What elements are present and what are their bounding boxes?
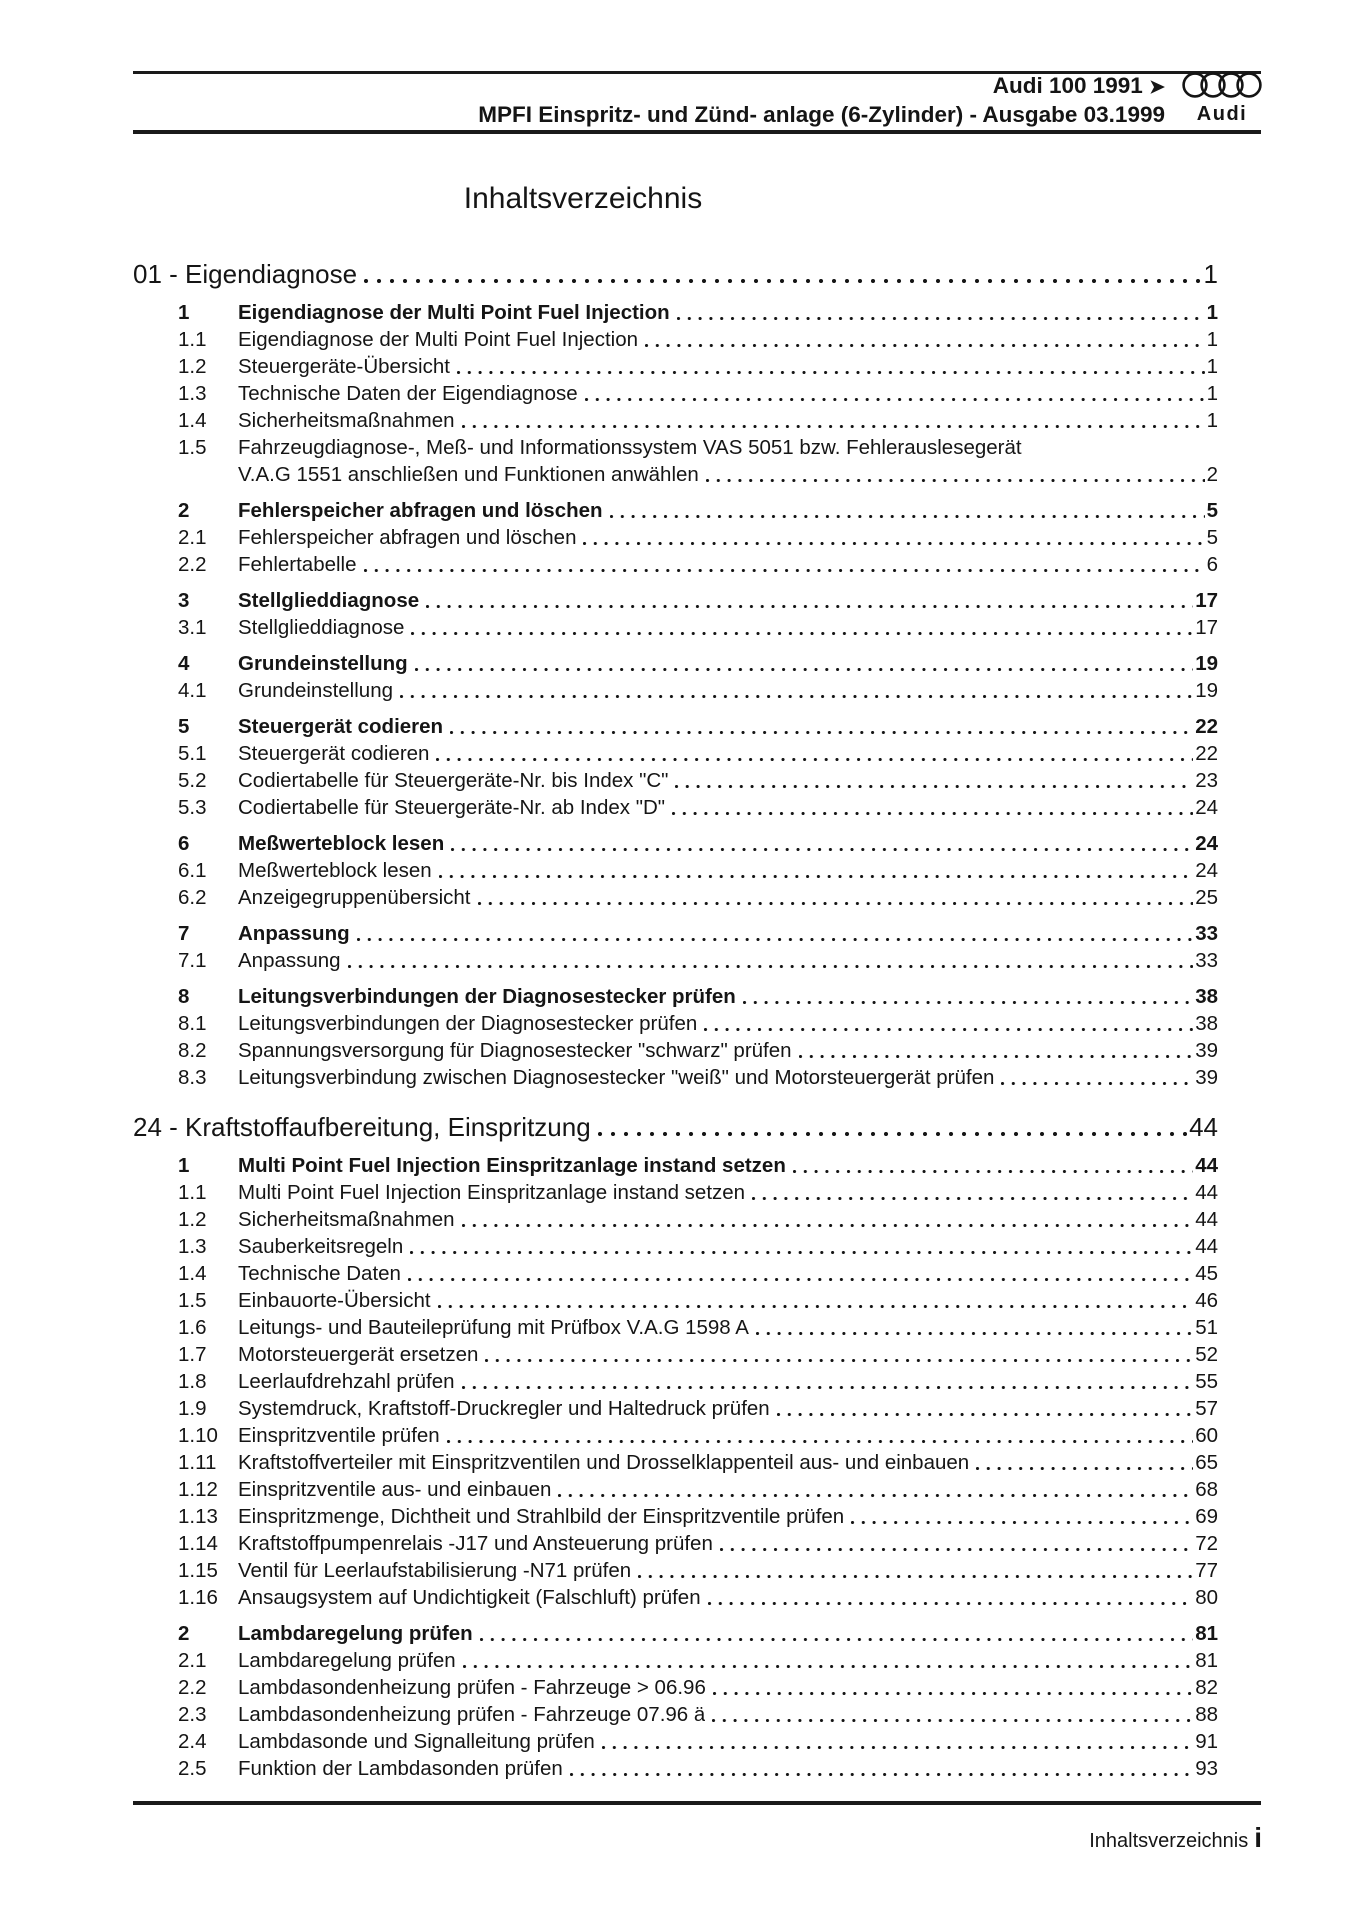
- toc-chapter-row: [133, 1111, 1218, 1143]
- toc-entry-title: Sauberkeitsregeln: [238, 1235, 404, 1258]
- dot-leader: [598, 1111, 1187, 1143]
- toc-entry-row: [133, 1152, 1218, 1179]
- dot-leader: [451, 830, 1193, 857]
- toc-entry-number: 1.5: [178, 436, 207, 459]
- toc-entry-title: Leerlaufdrehzahl prüfen: [238, 1370, 455, 1393]
- toc-entry-number: 1.3: [178, 382, 207, 405]
- table-of-contents: [133, 258, 1218, 1782]
- toc-entry-title: Fahrzeugdiagnose-, Meß- und Informationssystem VAS 5051 bzw. Fehlerauslesegerät: [238, 436, 1022, 459]
- dot-leader: [672, 794, 1193, 821]
- toc-entry-page: 1: [1206, 382, 1218, 405]
- arrow-right-icon: ➤: [1149, 77, 1165, 98]
- toc-entry-number: 8: [178, 985, 190, 1008]
- toc-entry-title: Ventil für Leerlaufstabilisierung -N71 prüfen: [238, 1559, 632, 1582]
- toc-entry-page: 51: [1195, 1316, 1218, 1339]
- dot-leader: [462, 1206, 1194, 1233]
- toc-entry-row: [133, 434, 1218, 461]
- toc-entry-number: 4: [178, 652, 190, 675]
- toc-entry-number: 4.1: [178, 679, 207, 702]
- toc-entry-title: Kraftstoffverteiler mit Einspritzventilen und Drosselklappenteil aus- und einbauen: [238, 1451, 970, 1474]
- toc-entry-row: [133, 1530, 1218, 1557]
- toc-entry-row: [133, 614, 1218, 641]
- toc-entry-page: 55: [1195, 1370, 1218, 1393]
- toc-entry-page: 38: [1195, 985, 1218, 1008]
- toc-entry-page: 69: [1195, 1505, 1218, 1528]
- toc-entry-page: 57: [1195, 1397, 1218, 1420]
- dot-leader: [585, 380, 1205, 407]
- page-title: Inhaltsverzeichnis: [463, 182, 703, 215]
- toc-entry-title: Einspritzventile prüfen: [238, 1424, 440, 1447]
- toc-entry-title: Anpassung: [238, 922, 350, 945]
- toc-entry-row: [133, 1584, 1218, 1611]
- dot-leader: [400, 677, 1193, 704]
- dot-leader: [704, 1010, 1193, 1037]
- toc-entry-number: 1.1: [178, 328, 207, 351]
- toc-entry-title: Stellglieddiagnose: [238, 616, 405, 639]
- header-rule: [133, 130, 1261, 134]
- toc-entry-row: [133, 1674, 1218, 1701]
- toc-entry-title: Codiertabelle für Steuergeräte-Nr. ab Index "D": [238, 796, 666, 819]
- toc-entry-title: Technische Daten der Eigendiagnose: [238, 382, 578, 405]
- toc-entry-number: 1.2: [178, 355, 207, 378]
- toc-entry-number: 1.4: [178, 409, 207, 432]
- toc-entry-number: 8.2: [178, 1039, 207, 1062]
- dot-leader: [675, 767, 1193, 794]
- dot-leader: [752, 1179, 1193, 1206]
- toc-chapter-row: [133, 258, 1218, 290]
- dot-leader: [583, 524, 1204, 551]
- toc-entry-number: 2.2: [178, 1676, 207, 1699]
- toc-entry-number: 8.1: [178, 1012, 207, 1035]
- toc-entry-page: 82: [1195, 1676, 1218, 1699]
- dot-leader: [638, 1557, 1193, 1584]
- dot-leader: [447, 1422, 1194, 1449]
- toc-chapter-title: 01 - Eigendiagnose: [133, 259, 358, 289]
- toc-entry-title: Leitungsverbindungen der Diagnosestecker prüfen: [238, 985, 736, 1008]
- toc-entry-page: 33: [1195, 949, 1218, 972]
- toc-entry-title: Fehlerspeicher abfragen und löschen: [238, 499, 603, 522]
- toc-entry-row: [133, 1037, 1218, 1064]
- toc-entry-title: Funktion der Lambdasonden prüfen: [238, 1757, 563, 1780]
- dot-leader: [462, 407, 1205, 434]
- toc-entry-page: 52: [1195, 1343, 1218, 1366]
- toc-entry-number: 7.1: [178, 949, 207, 972]
- dot-leader: [480, 1620, 1194, 1647]
- dot-leader: [570, 1755, 1193, 1782]
- toc-entry-page: 5: [1206, 526, 1218, 549]
- toc-entry-row: [133, 1260, 1218, 1287]
- toc-entry-row: [133, 353, 1218, 380]
- toc-entry-number: 6.1: [178, 859, 207, 882]
- toc-entry-number: 1.1: [178, 1181, 207, 1204]
- toc-entry-page: 65: [1195, 1451, 1218, 1474]
- toc-entry-title: Einspritzmenge, Dichtheit und Strahlbild der Einspritzventile prüfen: [238, 1505, 845, 1528]
- toc-entry-page: 44: [1195, 1208, 1218, 1231]
- toc-entry-row: [133, 1287, 1218, 1314]
- toc-entry-page: 19: [1195, 652, 1218, 675]
- toc-entry-number: 1.4: [178, 1262, 207, 1285]
- toc-entry-row: [133, 1064, 1218, 1091]
- dot-leader: [756, 1314, 1193, 1341]
- dot-leader: [645, 326, 1205, 353]
- toc-entry-number: 6.2: [178, 886, 207, 909]
- dot-leader: [485, 1341, 1193, 1368]
- audi-rings-icon: [1182, 70, 1262, 102]
- toc-entry-title: Anzeigegruppenübersicht: [238, 886, 471, 909]
- toc-entry-title: Lambdaregelung prüfen: [238, 1649, 456, 1672]
- toc-entry-title: Anpassung: [238, 949, 341, 972]
- toc-entry-row: [133, 497, 1218, 524]
- dot-leader: [706, 461, 1205, 488]
- toc-entry-row: [133, 1557, 1218, 1584]
- toc-entry-number: 2.1: [178, 1649, 207, 1672]
- toc-entry-number: 1: [178, 301, 190, 324]
- header-model-line: [478, 72, 1165, 101]
- toc-entry-number: 1.6: [178, 1316, 207, 1339]
- toc-entry-row: [133, 1422, 1218, 1449]
- toc-entry-title: Leitungs- und Bauteileprüfung mit Prüfbox V.A.G 1598 A: [238, 1316, 749, 1339]
- toc-entry-page: 24: [1195, 796, 1218, 819]
- toc-entry-page: 39: [1195, 1039, 1218, 1062]
- dot-leader: [713, 1674, 1193, 1701]
- dot-leader: [708, 1584, 1194, 1611]
- audi-logo: [1182, 70, 1262, 126]
- dot-leader: [712, 1701, 1193, 1728]
- toc-entry-row: [133, 677, 1218, 704]
- toc-entry-title: V.A.G 1551 anschließen und Funktionen anwählen: [238, 463, 699, 486]
- toc-entry-title: Spannungsversorgung für Diagnosestecker "schwarz" prüfen: [238, 1039, 792, 1062]
- dot-leader: [1001, 1064, 1193, 1091]
- toc-entry-page: 6: [1206, 553, 1218, 576]
- toc-entry-title: Lambdasondenheizung prüfen - Fahrzeuge 07.96 ä: [238, 1703, 706, 1726]
- toc-entry-title: Meßwerteblock lesen: [238, 859, 432, 882]
- toc-entry-page: 5: [1206, 499, 1218, 522]
- toc-entry-number: 2: [178, 1622, 190, 1645]
- dot-leader: [851, 1503, 1193, 1530]
- toc-entry-row: [133, 794, 1218, 821]
- toc-entry-row: [133, 299, 1218, 326]
- toc-entry-row: [133, 1341, 1218, 1368]
- toc-entry-title: Sicherheitsmaßnahmen: [238, 409, 455, 432]
- toc-entry-number: 2.2: [178, 553, 207, 576]
- toc-entry-title: Grundeinstellung: [238, 652, 408, 675]
- dot-leader: [426, 587, 1193, 614]
- toc-entry-row: [133, 1503, 1218, 1530]
- toc-entry-page: 91: [1195, 1730, 1218, 1753]
- toc-entry-row: [133, 947, 1218, 974]
- toc-entry-page: 39: [1195, 1066, 1218, 1089]
- dot-leader: [357, 920, 1194, 947]
- toc-entry-number: 1.5: [178, 1289, 207, 1312]
- toc-entry-page: 44: [1195, 1181, 1218, 1204]
- toc-entry-number: 6: [178, 832, 190, 855]
- dot-leader: [793, 1152, 1193, 1179]
- toc-entry-page: 44: [1195, 1235, 1218, 1258]
- dot-leader: [558, 1476, 1193, 1503]
- toc-entry-number: 1.16: [178, 1586, 218, 1609]
- toc-entry-row: [133, 713, 1218, 740]
- toc-entry-number: 1.2: [178, 1208, 207, 1231]
- toc-entry-number: 2.5: [178, 1757, 207, 1780]
- toc-entry-number: 1.10: [178, 1424, 218, 1447]
- toc-entry-page: 19: [1195, 679, 1218, 702]
- dot-leader: [450, 713, 1193, 740]
- toc-entry-number: 5.3: [178, 796, 207, 819]
- toc-entry-row: [133, 524, 1218, 551]
- toc-entry-number: 1.12: [178, 1478, 218, 1501]
- toc-entry-number: 8.3: [178, 1066, 207, 1089]
- toc-entry-page: 1: [1206, 301, 1218, 324]
- dot-leader: [410, 1233, 1193, 1260]
- toc-entry-title: Stellglieddiagnose: [238, 589, 420, 612]
- toc-entry-row: [133, 884, 1218, 911]
- toc-entry-page: 1: [1206, 328, 1218, 351]
- toc-entry-row: [133, 767, 1218, 794]
- header-text: [478, 72, 1165, 128]
- toc-entry-row: [133, 1179, 1218, 1206]
- toc-entry-row: [133, 920, 1218, 947]
- toc-entry-title: Steuergeräte-Übersicht: [238, 355, 450, 378]
- toc-entry-page: 1: [1206, 355, 1218, 378]
- toc-entry-row: [133, 983, 1218, 1010]
- toc-entry-page: 72: [1195, 1532, 1218, 1555]
- toc-entry-number: 1.9: [178, 1397, 207, 1420]
- toc-entry-title: Multi Point Fuel Injection Einspritzanlage instand setzen: [238, 1181, 746, 1204]
- toc-entry-title: Motorsteuergerät ersetzen: [238, 1343, 479, 1366]
- toc-entry-row: [133, 407, 1218, 434]
- toc-entry-title: Fehlertabelle: [238, 553, 357, 576]
- toc-entry-row: [133, 1620, 1218, 1647]
- audi-wordmark: Audi: [1196, 103, 1248, 125]
- toc-entry-row: [133, 830, 1218, 857]
- toc-entry-number: 1.15: [178, 1559, 218, 1582]
- toc-entry-page: 1: [1206, 409, 1218, 432]
- toc-entry-title: Lambdaregelung prüfen: [238, 1622, 473, 1645]
- dot-leader: [408, 1260, 1193, 1287]
- toc-entry-page: 23: [1195, 769, 1218, 792]
- toc-entry-number: 7: [178, 922, 190, 945]
- toc-entry-row: [133, 1449, 1218, 1476]
- toc-entry-number: 2: [178, 499, 190, 522]
- dot-leader: [799, 1037, 1194, 1064]
- toc-entry-page: 77: [1195, 1559, 1218, 1582]
- toc-entry-page: 68: [1195, 1478, 1218, 1501]
- toc-entry-number: 1.13: [178, 1505, 218, 1528]
- dot-leader: [610, 497, 1205, 524]
- footer-rule: [133, 1801, 1261, 1805]
- dot-leader: [436, 740, 1193, 767]
- toc-entry-row: [133, 857, 1218, 884]
- toc-entry-title: Leitungsverbindung zwischen Diagnosestecker "weiß" und Motorsteuergerät prüfen: [238, 1066, 995, 1089]
- toc-entry-title: Einbauorte-Übersicht: [238, 1289, 431, 1312]
- toc-entry-number: 3: [178, 589, 190, 612]
- toc-entry-row: [133, 1755, 1218, 1782]
- toc-entry-number: 1.14: [178, 1532, 218, 1555]
- toc-entry-number: 5.2: [178, 769, 207, 792]
- toc-entry-number: 1: [178, 1154, 190, 1177]
- toc-entry-title: Leitungsverbindungen der Diagnosestecker prüfen: [238, 1012, 698, 1035]
- toc-chapter-page: 1: [1203, 259, 1218, 289]
- dot-leader: [720, 1530, 1193, 1557]
- footer-page-number: i: [1254, 1822, 1262, 1853]
- dot-leader: [463, 1647, 1193, 1674]
- toc-entry-title: Eigendiagnose der Multi Point Fuel Injection: [238, 301, 670, 324]
- dot-leader: [976, 1449, 1193, 1476]
- dot-leader: [462, 1368, 1194, 1395]
- toc-entry-title: Systemdruck, Kraftstoff-Druckregler und Haltedruck prüfen: [238, 1397, 770, 1420]
- toc-entry-number: 1.8: [178, 1370, 207, 1393]
- toc-entry-number: 1.3: [178, 1235, 207, 1258]
- toc-entry-row: [133, 1701, 1218, 1728]
- toc-entry-number: 5.1: [178, 742, 207, 765]
- toc-entry-page: 80: [1195, 1586, 1218, 1609]
- footer: [1089, 1822, 1262, 1854]
- dot-leader: [348, 947, 1194, 974]
- header-model-label: Audi 100 1991: [992, 73, 1143, 98]
- toc-entry-row: [133, 1647, 1218, 1674]
- dot-leader: [364, 258, 1201, 290]
- dot-leader: [677, 299, 1205, 326]
- toc-entry-title: Lambdasonde und Signalleitung prüfen: [238, 1730, 595, 1753]
- toc-entry-row: [133, 380, 1218, 407]
- toc-entry-number: 2.4: [178, 1730, 207, 1753]
- toc-entry-title: Eigendiagnose der Multi Point Fuel Injection: [238, 328, 638, 351]
- dot-leader: [439, 857, 1193, 884]
- toc-entry-number: 3.1: [178, 616, 207, 639]
- toc-entry-number: 5: [178, 715, 190, 738]
- toc-entry-number: 1.11: [178, 1451, 217, 1474]
- toc-entry-title: Codiertabelle für Steuergeräte-Nr. bis Index "C": [238, 769, 669, 792]
- toc-entry-title: Meßwerteblock lesen: [238, 832, 445, 855]
- toc-entry-title: Einspritzventile aus- und einbauen: [238, 1478, 552, 1501]
- toc-chapter-title: 24 - Kraftstoffaufbereitung, Einspritzung: [133, 1112, 591, 1142]
- toc-entry-title: Grundeinstellung: [238, 679, 393, 702]
- dot-leader: [457, 353, 1205, 380]
- toc-entry-page: 88: [1195, 1703, 1218, 1726]
- toc-entry-row: [133, 740, 1218, 767]
- toc-entry-title: Fehlerspeicher abfragen und löschen: [238, 526, 577, 549]
- toc-entry-page: 25: [1195, 886, 1218, 909]
- toc-entry-row: [133, 1206, 1218, 1233]
- dot-leader: [364, 551, 1205, 578]
- toc-entry-row: [133, 551, 1218, 578]
- dot-leader: [602, 1728, 1193, 1755]
- toc-entry-page: 17: [1195, 616, 1218, 639]
- toc-entry-title: Sicherheitsmaßnahmen: [238, 1208, 455, 1231]
- footer-label: Inhaltsverzeichnis: [1089, 1830, 1249, 1852]
- toc-entry-page: 46: [1195, 1289, 1218, 1312]
- toc-entry-page: 38: [1195, 1012, 1218, 1035]
- toc-entry-page: 44: [1195, 1154, 1218, 1177]
- dot-leader: [415, 650, 1193, 677]
- toc-entry-page: 22: [1195, 742, 1218, 765]
- toc-entry-row: [133, 1368, 1218, 1395]
- dot-leader: [411, 614, 1193, 641]
- toc-entry-row: [133, 587, 1218, 614]
- toc-entry-page: 81: [1195, 1649, 1218, 1672]
- toc-entry-page: 22: [1195, 715, 1218, 738]
- toc-entry-row: [133, 1395, 1218, 1422]
- toc-entry-page: 17: [1195, 589, 1218, 612]
- toc-entry-title: Lambdasondenheizung prüfen - Fahrzeuge > 06.96: [238, 1676, 706, 1699]
- toc-entry-number: 1.7: [178, 1343, 207, 1366]
- header-edition-line: MPFI Einspritz- und Zünd- anlage (6-Zylinder) - Ausgabe 03.1999: [478, 102, 1165, 127]
- toc-entry-row: [133, 1314, 1218, 1341]
- toc-entry-page: 2: [1206, 463, 1218, 486]
- toc-entry-page: 81: [1195, 1622, 1218, 1645]
- toc-entry-page: 60: [1195, 1424, 1218, 1447]
- toc-entry-title: Multi Point Fuel Injection Einspritzanlage instand setzen: [238, 1154, 786, 1177]
- toc-entry-number: 2.3: [178, 1703, 207, 1726]
- toc-entry-page: 33: [1195, 922, 1218, 945]
- toc-entry-row: [133, 1010, 1218, 1037]
- toc-entry-row: [133, 650, 1218, 677]
- toc-entry-page: 45: [1195, 1262, 1218, 1285]
- dot-leader: [777, 1395, 1193, 1422]
- toc-chapter-page: 44: [1189, 1112, 1218, 1142]
- toc-entry-number: 2.1: [178, 526, 207, 549]
- dot-leader: [478, 884, 1194, 911]
- toc-entry-row: [133, 326, 1218, 353]
- toc-entry-row-continued: [133, 461, 1218, 488]
- dot-leader: [743, 983, 1193, 1010]
- toc-entry-row: [133, 1233, 1218, 1260]
- toc-entry-page: 24: [1195, 832, 1218, 855]
- toc-entry-row: [133, 1728, 1218, 1755]
- toc-entry-title: Technische Daten: [238, 1262, 401, 1285]
- dot-leader: [438, 1287, 1194, 1314]
- toc-entry-title: Ansaugsystem auf Undichtigkeit (Falschluft) prüfen: [238, 1586, 701, 1609]
- toc-entry-page: 24: [1195, 859, 1218, 882]
- toc-entry-title: Steuergerät codieren: [238, 742, 430, 765]
- toc-entry-page: 93: [1195, 1757, 1218, 1780]
- toc-entry-title: Steuergerät codieren: [238, 715, 444, 738]
- toc-entry-row: [133, 1476, 1218, 1503]
- toc-entry-title: Kraftstoffpumpenrelais -J17 und Ansteuerung prüfen: [238, 1532, 713, 1555]
